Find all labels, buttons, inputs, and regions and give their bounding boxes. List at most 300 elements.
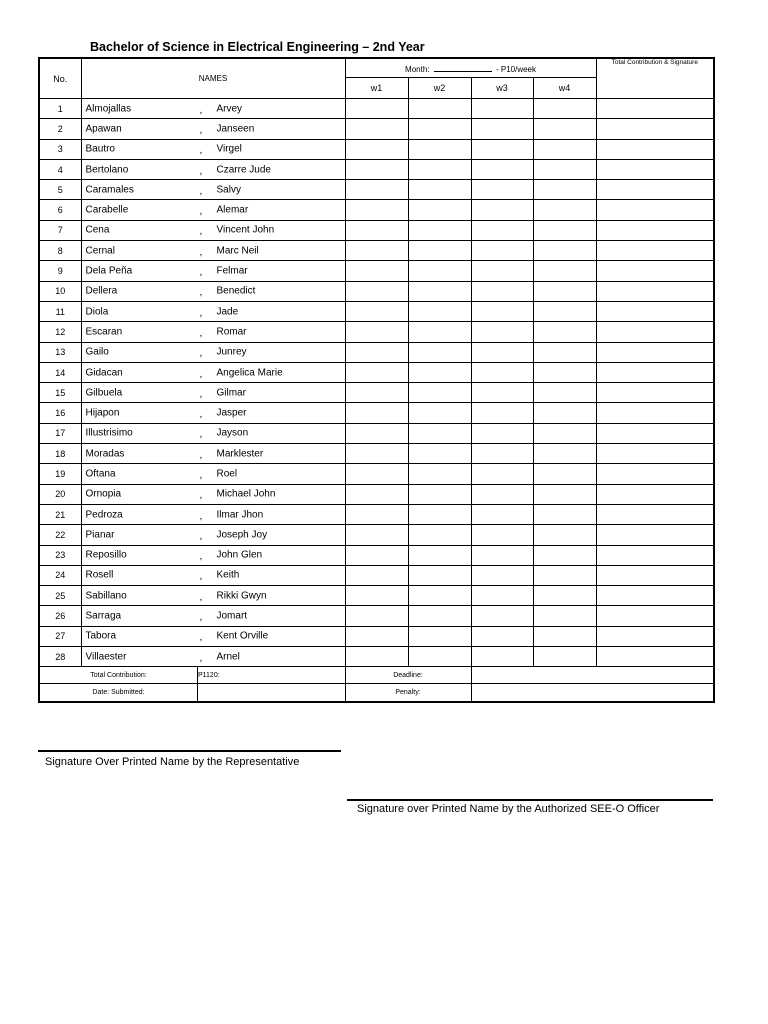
row-number: 20 xyxy=(39,484,81,504)
footer-row-total xyxy=(39,667,714,684)
table-row xyxy=(39,444,714,464)
week-1-cell xyxy=(345,525,408,545)
last-name: Bautro xyxy=(85,143,115,155)
total-signature-cell xyxy=(596,322,714,342)
total-signature-cell xyxy=(596,423,714,443)
week-1-cell xyxy=(345,545,408,565)
week-4-cell xyxy=(533,565,596,585)
student-name xyxy=(81,241,345,261)
student-name xyxy=(81,403,345,423)
student-name xyxy=(81,504,345,524)
name-separator: , xyxy=(199,388,203,400)
student-name xyxy=(81,139,345,159)
week-4-cell xyxy=(533,139,596,159)
total-signature-cell xyxy=(596,99,714,119)
total-signature-cell xyxy=(596,525,714,545)
last-name: Oftana xyxy=(85,468,116,480)
penalty-value xyxy=(471,684,714,703)
row-number: 13 xyxy=(39,342,81,362)
row-number: 5 xyxy=(39,180,81,200)
student-name xyxy=(81,362,345,382)
student-name xyxy=(81,200,345,220)
week-3-cell xyxy=(471,200,533,220)
name-separator: , xyxy=(199,652,203,664)
week-3-cell xyxy=(471,362,533,382)
name-separator: , xyxy=(199,246,203,258)
first-name: Janseen xyxy=(216,123,255,135)
last-name: Sabillano xyxy=(85,590,127,602)
name-separator: , xyxy=(199,327,203,339)
total-signature-cell xyxy=(596,403,714,423)
table-row xyxy=(39,200,714,220)
total-signature-cell xyxy=(596,362,714,382)
row-number: 23 xyxy=(39,545,81,565)
week-2-cell xyxy=(408,322,471,342)
last-name: Gidacan xyxy=(85,367,123,378)
week-3-cell xyxy=(471,626,533,646)
table-row xyxy=(39,464,714,484)
last-name: Ornopia xyxy=(85,488,122,500)
week-2-cell xyxy=(408,484,471,504)
table-row xyxy=(39,119,714,139)
week-1-cell xyxy=(345,362,408,382)
name-separator: , xyxy=(199,266,203,278)
header-week-1: w1 xyxy=(345,78,408,99)
student-name xyxy=(81,586,345,606)
name-separator: , xyxy=(199,490,203,502)
row-number: 7 xyxy=(39,220,81,240)
representative-signature-line xyxy=(38,750,341,752)
table-row xyxy=(39,484,714,504)
row-number: 28 xyxy=(39,647,81,667)
week-2-cell xyxy=(408,159,471,179)
total-signature-cell xyxy=(596,139,714,159)
week-2-cell xyxy=(408,383,471,403)
first-name: Junrey xyxy=(216,346,247,358)
table-row xyxy=(39,504,714,524)
last-name: Reposillo xyxy=(85,549,127,561)
row-number: 21 xyxy=(39,504,81,524)
week-2-cell xyxy=(408,545,471,565)
table-row xyxy=(39,383,714,403)
student-name xyxy=(81,464,345,484)
month-blank-line xyxy=(434,63,492,72)
week-3-cell xyxy=(471,606,533,626)
total-signature-cell xyxy=(596,484,714,504)
row-number: 8 xyxy=(39,241,81,261)
student-name xyxy=(81,626,345,646)
student-name xyxy=(81,261,345,281)
week-3-cell xyxy=(471,220,533,240)
first-name: Benedict xyxy=(216,285,256,297)
week-1-cell xyxy=(345,606,408,626)
total-contribution-value: P1120: xyxy=(198,671,220,679)
week-1-cell xyxy=(345,200,408,220)
total-signature-cell xyxy=(596,647,714,667)
penalty-label: Penalty: xyxy=(345,684,471,703)
row-number: 11 xyxy=(39,301,81,321)
table-row xyxy=(39,180,714,200)
table-row xyxy=(39,545,714,565)
week-3-cell xyxy=(471,383,533,403)
first-name: Felmar xyxy=(216,265,248,277)
name-separator: , xyxy=(199,469,203,481)
last-name: Tabora xyxy=(85,630,117,642)
student-name xyxy=(81,281,345,301)
total-signature-cell xyxy=(596,444,714,464)
rate-label: - P10/week xyxy=(495,64,536,74)
week-3-cell xyxy=(471,159,533,179)
last-name: Escaran xyxy=(85,326,123,338)
week-4-cell xyxy=(533,464,596,484)
week-2-cell xyxy=(408,180,471,200)
table-row xyxy=(39,261,714,281)
table-row xyxy=(39,647,714,667)
name-separator: , xyxy=(199,449,203,461)
name-separator: , xyxy=(199,185,203,197)
table-row xyxy=(39,99,714,119)
header-week-3: w3 xyxy=(471,78,533,99)
total-signature-cell xyxy=(596,200,714,220)
total-signature-cell xyxy=(596,159,714,179)
row-number: 14 xyxy=(39,362,81,382)
week-2-cell xyxy=(408,403,471,423)
week-2-cell xyxy=(408,342,471,362)
week-3-cell xyxy=(471,180,533,200)
week-1-cell xyxy=(345,586,408,606)
last-name: Cena xyxy=(85,224,110,236)
student-name xyxy=(81,647,345,667)
week-4-cell xyxy=(533,362,596,382)
sheet-title: Bachelor of Science in Electrical Engineering – 2nd Year xyxy=(90,40,425,54)
row-number: 27 xyxy=(39,626,81,646)
week-3-cell xyxy=(471,281,533,301)
name-separator: , xyxy=(199,408,203,420)
first-name: Vincent John xyxy=(216,224,275,236)
last-name: Pianar xyxy=(85,529,115,541)
week-3-cell xyxy=(471,484,533,504)
officer-signature-label: Signature over Printed Name by the Authorized SEE-O Officer xyxy=(357,803,660,815)
week-2-cell xyxy=(408,606,471,626)
first-name: Alemar xyxy=(216,204,249,216)
student-name xyxy=(81,322,345,342)
table-row xyxy=(39,159,714,179)
representative-signature-label: Signature Over Printed Name by the Representative xyxy=(45,756,300,768)
row-number: 25 xyxy=(39,586,81,606)
week-3-cell xyxy=(471,322,533,342)
last-name: Bertolano xyxy=(85,164,129,176)
table-row xyxy=(39,281,714,301)
week-3-cell xyxy=(471,119,533,139)
week-2-cell xyxy=(408,647,471,667)
total-signature-cell xyxy=(596,220,714,240)
first-name: Arnel xyxy=(216,651,240,663)
week-1-cell xyxy=(345,565,408,585)
first-name: Jade xyxy=(216,306,239,318)
last-name: Dela Peña xyxy=(85,265,133,277)
last-name: Carabelle xyxy=(85,204,129,216)
name-separator: , xyxy=(199,348,203,360)
week-4-cell xyxy=(533,159,596,179)
header-month xyxy=(345,58,596,78)
table-row xyxy=(39,565,714,585)
total-signature-cell xyxy=(596,119,714,139)
week-1-cell xyxy=(345,241,408,261)
week-4-cell xyxy=(533,586,596,606)
table-row xyxy=(39,322,714,342)
week-1-cell xyxy=(345,504,408,524)
header-total-signature: Total Contribution & Signature xyxy=(596,58,714,99)
student-name xyxy=(81,383,345,403)
row-number: 1 xyxy=(39,99,81,119)
week-2-cell xyxy=(408,626,471,646)
student-name xyxy=(81,180,345,200)
contribution-table xyxy=(38,57,715,703)
deadline-label: Deadline: xyxy=(345,667,471,684)
student-name xyxy=(81,99,345,119)
week-3-cell xyxy=(471,241,533,261)
week-3-cell xyxy=(471,301,533,321)
last-name: Gilbuela xyxy=(85,387,123,399)
name-separator: , xyxy=(199,429,203,441)
table-row xyxy=(39,403,714,423)
month-label: Month: xyxy=(405,64,430,74)
week-3-cell xyxy=(471,139,533,159)
last-name: Apawan xyxy=(85,123,122,135)
student-name xyxy=(81,484,345,504)
total-signature-cell xyxy=(596,626,714,646)
first-name: Joseph Joy xyxy=(216,529,268,541)
date-submitted-value xyxy=(198,684,345,701)
week-3-cell xyxy=(471,647,533,667)
week-1-cell xyxy=(345,647,408,667)
table-row xyxy=(39,362,714,382)
week-2-cell xyxy=(408,525,471,545)
week-4-cell xyxy=(533,403,596,423)
week-1-cell xyxy=(345,342,408,362)
week-2-cell xyxy=(408,423,471,443)
week-1-cell xyxy=(345,301,408,321)
name-separator: , xyxy=(199,510,203,522)
week-4-cell xyxy=(533,200,596,220)
first-name: Angelica Marie xyxy=(216,367,283,378)
table-row xyxy=(39,139,714,159)
row-number: 18 xyxy=(39,444,81,464)
last-name: Rosell xyxy=(85,569,114,581)
first-name: Michael John xyxy=(216,488,276,500)
week-3-cell xyxy=(471,261,533,281)
total-contribution-label: Total Contribution: xyxy=(40,667,198,683)
week-1-cell xyxy=(345,159,408,179)
row-number: 2 xyxy=(39,119,81,139)
deadline-value xyxy=(471,667,714,684)
week-4-cell xyxy=(533,606,596,626)
student-name xyxy=(81,159,345,179)
total-signature-cell xyxy=(596,586,714,606)
week-2-cell xyxy=(408,261,471,281)
last-name: Hijapon xyxy=(85,407,120,419)
week-4-cell xyxy=(533,342,596,362)
total-signature-cell xyxy=(596,342,714,362)
first-name: Jasper xyxy=(216,407,247,419)
week-1-cell xyxy=(345,180,408,200)
week-4-cell xyxy=(533,241,596,261)
total-signature-cell xyxy=(596,545,714,565)
last-name: Villaester xyxy=(85,651,127,663)
week-2-cell xyxy=(408,99,471,119)
week-4-cell xyxy=(533,647,596,667)
student-name xyxy=(81,220,345,240)
last-name: Diola xyxy=(85,306,109,318)
date-submitted-label: Date: Submitted: xyxy=(40,684,198,701)
row-number: 26 xyxy=(39,606,81,626)
first-name: Romar xyxy=(216,326,247,338)
row-number: 12 xyxy=(39,322,81,342)
footer-date-cell xyxy=(39,684,345,703)
total-signature-cell xyxy=(596,261,714,281)
table-row xyxy=(39,626,714,646)
last-name: Cernal xyxy=(85,245,115,257)
row-number: 22 xyxy=(39,525,81,545)
first-name: John Glen xyxy=(216,549,263,561)
week-1-cell xyxy=(345,281,408,301)
week-2-cell xyxy=(408,301,471,321)
footer-row-date xyxy=(39,684,714,703)
first-name: Arvey xyxy=(216,103,243,115)
student-name xyxy=(81,423,345,443)
week-2-cell xyxy=(408,200,471,220)
week-4-cell xyxy=(533,626,596,646)
week-1-cell xyxy=(345,423,408,443)
first-name: Marc Neil xyxy=(216,245,259,257)
week-4-cell xyxy=(533,525,596,545)
total-signature-cell xyxy=(596,383,714,403)
week-3-cell xyxy=(471,545,533,565)
name-separator: , xyxy=(199,145,203,157)
week-3-cell xyxy=(471,342,533,362)
header-no: No. xyxy=(39,58,81,99)
week-4-cell xyxy=(533,180,596,200)
week-1-cell xyxy=(345,444,408,464)
week-4-cell xyxy=(533,545,596,565)
table-row xyxy=(39,241,714,261)
total-signature-cell xyxy=(596,565,714,585)
week-4-cell xyxy=(533,220,596,240)
first-name: Gilmar xyxy=(216,387,246,399)
row-number: 4 xyxy=(39,159,81,179)
total-signature-cell xyxy=(596,606,714,626)
name-separator: , xyxy=(199,104,203,116)
student-name xyxy=(81,525,345,545)
name-separator: , xyxy=(199,307,203,319)
header-week-2: w2 xyxy=(408,78,471,99)
last-name: Dellera xyxy=(85,285,118,297)
week-1-cell xyxy=(345,261,408,281)
week-1-cell xyxy=(345,464,408,484)
first-name: Virgel xyxy=(216,143,242,155)
week-1-cell xyxy=(345,484,408,504)
week-1-cell xyxy=(345,383,408,403)
name-separator: , xyxy=(199,611,203,623)
first-name: Marklester xyxy=(216,448,264,460)
week-1-cell xyxy=(345,220,408,240)
week-3-cell xyxy=(471,403,533,423)
week-1-cell xyxy=(345,322,408,342)
table-row xyxy=(39,586,714,606)
name-separator: , xyxy=(199,165,203,177)
name-separator: , xyxy=(199,124,203,136)
first-name: Ilmar Jhon xyxy=(216,509,264,521)
table-row xyxy=(39,342,714,362)
student-name xyxy=(81,545,345,565)
week-4-cell xyxy=(533,383,596,403)
total-signature-cell xyxy=(596,301,714,321)
week-3-cell xyxy=(471,525,533,545)
week-2-cell xyxy=(408,444,471,464)
week-2-cell xyxy=(408,119,471,139)
header-week-4: w4 xyxy=(533,78,596,99)
name-separator: , xyxy=(199,530,203,542)
week-2-cell xyxy=(408,565,471,585)
total-signature-cell xyxy=(596,180,714,200)
row-number: 15 xyxy=(39,383,81,403)
student-name xyxy=(81,444,345,464)
table-row xyxy=(39,220,714,240)
week-2-cell xyxy=(408,220,471,240)
total-signature-cell xyxy=(596,504,714,524)
first-name: Roel xyxy=(216,468,238,480)
week-4-cell xyxy=(533,301,596,321)
name-separator: , xyxy=(199,591,203,603)
week-2-cell xyxy=(408,139,471,159)
week-4-cell xyxy=(533,281,596,301)
student-name xyxy=(81,342,345,362)
first-name: Keith xyxy=(216,569,240,581)
last-name: Caramales xyxy=(85,184,134,196)
student-name xyxy=(81,119,345,139)
week-2-cell xyxy=(408,586,471,606)
last-name: Pedroza xyxy=(85,509,123,521)
name-separator: , xyxy=(199,368,203,380)
first-name: Czarre Jude xyxy=(216,164,271,176)
week-1-cell xyxy=(345,403,408,423)
row-number: 3 xyxy=(39,139,81,159)
total-signature-cell xyxy=(596,281,714,301)
total-signature-cell xyxy=(596,241,714,261)
last-name: Illustrisimo xyxy=(85,427,133,439)
total-signature-cell xyxy=(596,464,714,484)
last-name: Gailo xyxy=(85,346,109,358)
student-name xyxy=(81,301,345,321)
week-2-cell xyxy=(408,241,471,261)
week-1-cell xyxy=(345,99,408,119)
week-3-cell xyxy=(471,565,533,585)
header-names: NAMES xyxy=(81,58,345,99)
first-name: Kent Orville xyxy=(216,630,269,642)
row-number: 6 xyxy=(39,200,81,220)
first-name: Salvy xyxy=(216,184,241,196)
week-3-cell xyxy=(471,464,533,484)
student-rows xyxy=(39,99,714,667)
table-row xyxy=(39,301,714,321)
first-name: Rikki Gwyn xyxy=(216,590,267,602)
week-3-cell xyxy=(471,586,533,606)
table-row xyxy=(39,606,714,626)
name-separator: , xyxy=(199,571,203,583)
row-number: 24 xyxy=(39,565,81,585)
row-number: 16 xyxy=(39,403,81,423)
name-separator: , xyxy=(199,287,203,299)
